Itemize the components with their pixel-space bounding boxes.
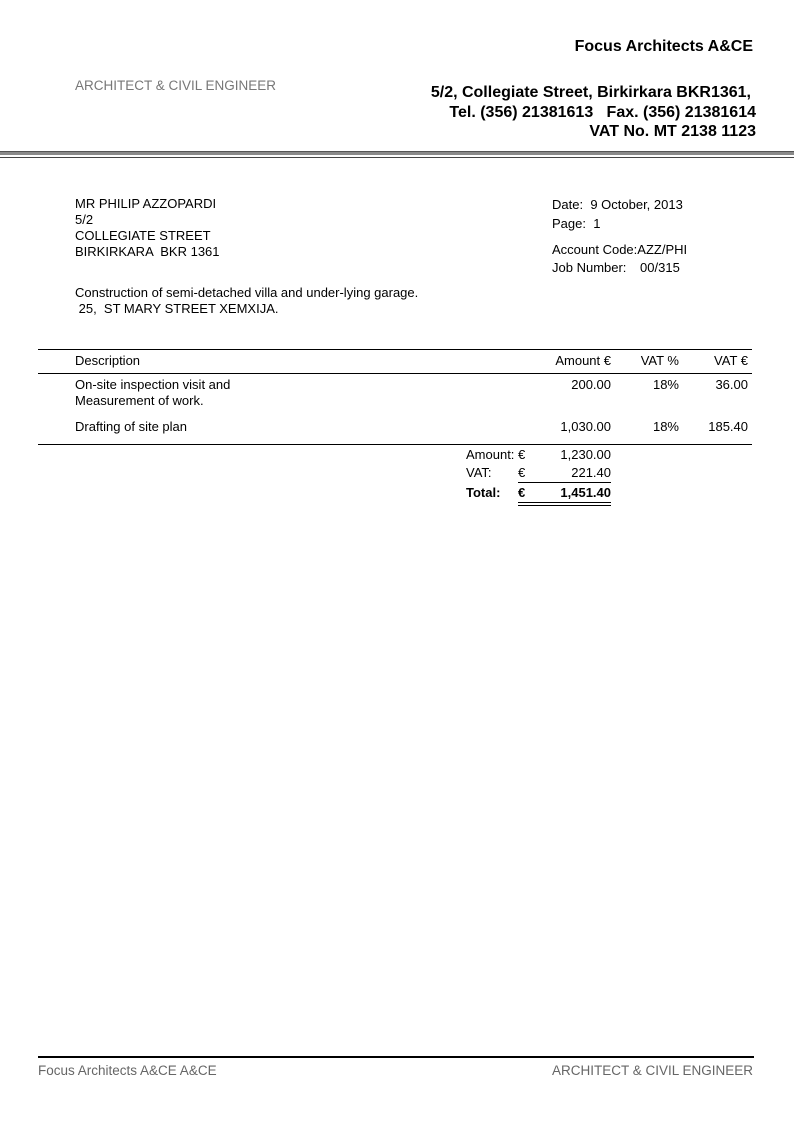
footer-company-name: Focus Architects A&CE A&CE (38, 1063, 217, 1078)
totals-amount-currency: € (518, 447, 526, 462)
totals-vat-currency: € (518, 465, 526, 480)
grand-total-currency: € (518, 485, 526, 500)
account-code-value: AZZ/PHI (637, 242, 688, 257)
page-value: 1 (593, 216, 601, 231)
table-bottom-rule (38, 444, 752, 445)
totals-amount-label: Amount: (466, 447, 515, 462)
grand-total-value: 1,451.40 (560, 485, 611, 500)
total-double-rule-2 (518, 505, 611, 506)
company-vat-number: VAT No. MT 2138 1123 (589, 123, 756, 140)
company-phone-fax: Tel. (356) 21381613 Fax. (356) 21381614 (449, 104, 756, 121)
client-address-line: COLLEGIATE STREET (75, 228, 211, 243)
invoice-page (552, 216, 600, 231)
client-name: MR PHILIP AZZOPARDI (75, 196, 217, 211)
client-address-line: 5/2 (75, 212, 94, 227)
totals-amount-value: 1,230.00 (560, 447, 611, 462)
grand-total-label: Total: (466, 485, 501, 500)
row-amount: 1,030.00 (560, 419, 611, 434)
row-vat-euro: 36.00 (715, 377, 748, 392)
row-description: Measurement of work. (75, 393, 204, 408)
invoice-date (552, 197, 683, 212)
row-amount: 200.00 (571, 377, 611, 392)
row-vat-percent: 18% (652, 377, 679, 392)
column-header-amount: Amount € (555, 353, 611, 368)
company-address: 5/2, Collegiate Street, Birkirkara BKR1361, (430, 84, 751, 101)
column-header-description: Description (75, 353, 141, 368)
client-address-block (75, 196, 220, 260)
column-header-vat-percent: VAT % (640, 353, 679, 368)
page-label: Page: (552, 216, 586, 231)
table-row (75, 377, 230, 409)
total-top-rule (518, 482, 611, 483)
totals-vat-label: VAT: (466, 465, 492, 480)
project-line: Construction of semi-detached villa and under-lying garage. (75, 285, 419, 300)
total-double-rule-1 (518, 502, 611, 503)
header-tagline: ARCHITECT & CIVIL ENGINEER (75, 78, 277, 93)
column-header-vat-euro: VAT € (714, 353, 748, 368)
project-site-address: 25, ST MARY STREET XEMXIJA. (75, 301, 279, 316)
header-divider-thin (0, 157, 794, 158)
table-header-rule (38, 373, 752, 374)
account-code (552, 242, 687, 257)
company-name: Focus Architects A&CE (574, 38, 753, 55)
client-address-line: BIRKIRKARA BKR 1361 (75, 244, 220, 259)
totals-vat-value: 221.40 (571, 465, 611, 480)
header-divider (0, 151, 794, 155)
job-number (552, 260, 680, 275)
job-number-label: Job Number: (552, 260, 627, 275)
row-description: On-site inspection visit and (75, 377, 231, 392)
footer-divider (38, 1056, 754, 1058)
row-vat-euro: 185.40 (708, 419, 748, 434)
date-label: Date: (552, 197, 584, 212)
row-vat-percent: 18% (652, 419, 679, 434)
row-description: Drafting of site plan (75, 419, 188, 434)
table-top-rule (38, 349, 752, 350)
project-description (75, 285, 418, 317)
footer-tagline: ARCHITECT & CIVIL ENGINEER (551, 1063, 753, 1078)
date-value: 9 October, 2013 (590, 197, 683, 212)
account-code-label: Account Code: (552, 242, 638, 257)
job-number-value: 00/315 (640, 260, 680, 275)
